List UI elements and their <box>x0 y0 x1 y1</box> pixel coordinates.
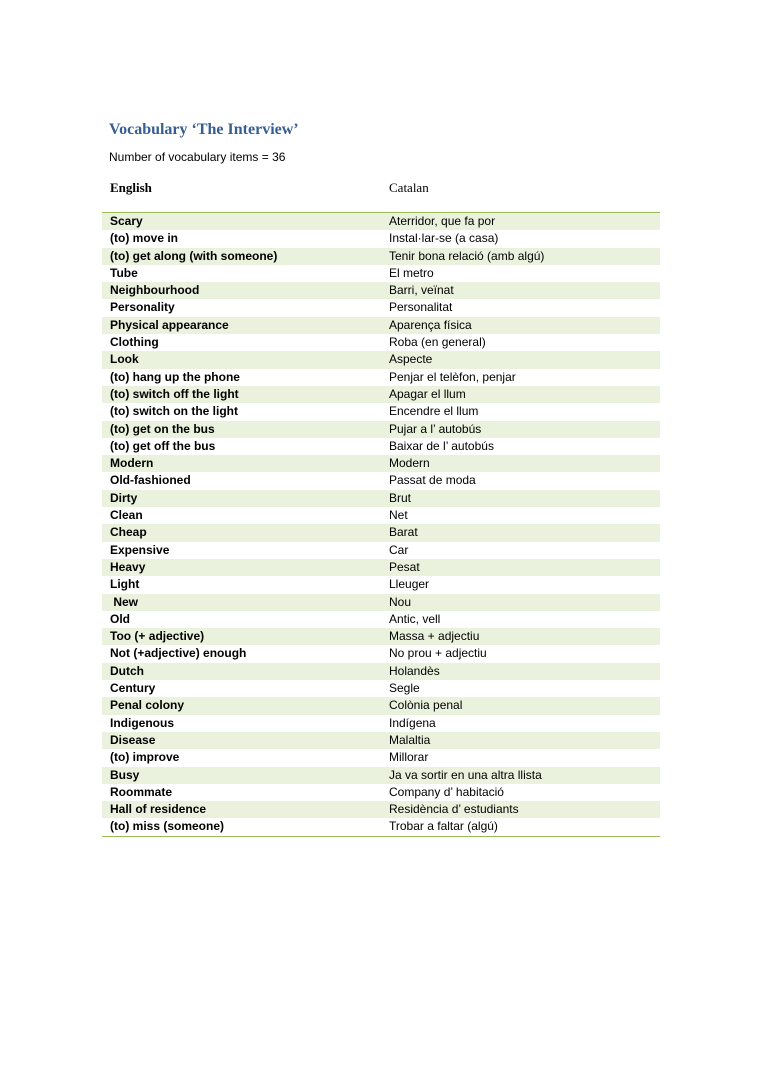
table-row <box>102 818 660 835</box>
english-term: Cheap <box>110 525 147 540</box>
english-term: Look <box>110 352 139 367</box>
catalan-translation: Tenir bona relació (amb algú) <box>389 248 545 263</box>
table-row <box>102 403 660 420</box>
catalan-translation: Penjar el telèfon, penjar <box>389 369 516 384</box>
table-row <box>102 490 660 507</box>
english-term: Neighbourhood <box>110 283 200 298</box>
table-row <box>102 542 660 559</box>
english-term: Personality <box>110 300 175 315</box>
catalan-translation: Pujar a l’ autobús <box>389 421 482 436</box>
english-term: (to) get off the bus <box>110 438 216 453</box>
english-term: Not (+adjective) enough <box>110 646 247 661</box>
catalan-translation: Trobar a faltar (algú) <box>389 819 498 834</box>
english-term: Modern <box>110 456 154 471</box>
english-term: Old <box>110 611 130 626</box>
catalan-translation: No prou + adjectiu <box>389 646 487 661</box>
catalan-translation: Pesat <box>389 559 420 574</box>
table-row <box>102 663 660 680</box>
catalan-translation: Car <box>389 542 409 557</box>
english-term: (to) get along (with someone) <box>110 248 278 263</box>
english-term: Indigenous <box>110 715 174 730</box>
catalan-translation: Residència d’ estudiants <box>389 802 519 817</box>
header-catalan: Catalan <box>389 180 429 195</box>
english-term: Scary <box>110 214 143 228</box>
page-title: Vocabulary ‘The Interview’ <box>109 121 299 138</box>
english-term: Busy <box>110 767 140 782</box>
table-row <box>102 230 660 247</box>
table-row <box>102 265 660 282</box>
table-row <box>102 455 660 472</box>
english-term: (to) get on the bus <box>110 421 215 436</box>
catalan-translation: Modern <box>389 456 430 471</box>
table-row <box>102 680 660 697</box>
english-term: Expensive <box>110 542 170 557</box>
english-term: (to) improve <box>110 750 180 765</box>
table-row <box>102 524 660 541</box>
catalan-translation: Baixar de l’ autobús <box>389 438 494 453</box>
english-term: Physical appearance <box>110 317 229 332</box>
english-term: Clothing <box>110 335 159 350</box>
english-term: (to) switch on the light <box>110 404 238 419</box>
english-term: Heavy <box>110 559 146 574</box>
catalan-translation: Net <box>389 508 408 523</box>
catalan-translation: El metro <box>389 265 434 280</box>
english-term: (to) switch off the light <box>110 386 239 401</box>
catalan-translation: Aterridor, que fa por <box>389 214 496 228</box>
table-row <box>102 299 660 316</box>
catalan-translation: Roba (en general) <box>389 335 486 350</box>
column-headers <box>102 180 660 196</box>
english-term: Clean <box>110 508 143 523</box>
catalan-translation: Ja va sortir en una altra llista <box>389 767 542 782</box>
table-row <box>102 767 660 784</box>
catalan-translation: Segle <box>389 681 420 696</box>
table-row <box>102 213 660 230</box>
catalan-translation: Lleuger <box>389 577 430 592</box>
table-row <box>102 628 660 645</box>
header-english: English <box>110 180 152 195</box>
catalan-translation: Colònia penal <box>389 698 463 713</box>
table-row <box>102 594 660 611</box>
catalan-translation: Millorar <box>389 750 429 765</box>
catalan-translation: Brut <box>389 490 412 505</box>
table-row <box>102 697 660 714</box>
catalan-translation: Aparença física <box>389 317 472 332</box>
item-count: Number of vocabulary items = 36 <box>109 150 286 164</box>
catalan-translation: Instal·lar-se (a casa) <box>389 231 499 246</box>
catalan-translation: Aspecte <box>389 352 433 367</box>
english-term: Tube <box>110 265 138 280</box>
table-row <box>102 559 660 576</box>
english-term: (to) move in <box>110 231 178 246</box>
catalan-translation: Encendre el llum <box>389 404 479 419</box>
english-term: (to) miss (someone) <box>110 819 225 834</box>
catalan-translation: Nou <box>389 594 412 609</box>
catalan-translation: Passat de moda <box>389 473 476 488</box>
table-row <box>102 801 660 818</box>
table-row <box>102 248 660 265</box>
table-row <box>102 507 660 524</box>
english-term: Light <box>110 577 140 592</box>
table-row <box>102 317 660 334</box>
english-term: New <box>110 594 139 609</box>
table-row <box>102 749 660 766</box>
english-term: Century <box>110 681 156 696</box>
catalan-translation: Company d’ habitació <box>389 784 504 799</box>
catalan-translation: Holandès <box>389 663 440 678</box>
catalan-translation: Barri, veïnat <box>389 283 454 298</box>
table-row <box>102 438 660 455</box>
english-term: Too (+ adjective) <box>110 629 205 644</box>
english-term: Dirty <box>110 490 138 505</box>
catalan-translation: Massa + adjectiu <box>389 629 480 644</box>
table-row <box>102 421 660 438</box>
table-row <box>102 715 660 732</box>
table-row <box>102 472 660 489</box>
english-term: Penal colony <box>110 698 185 713</box>
table-row <box>102 576 660 593</box>
table-row <box>102 282 660 299</box>
table-row <box>102 645 660 662</box>
catalan-translation: Apagar el llum <box>389 386 466 401</box>
table-row <box>102 386 660 403</box>
table-row <box>102 732 660 749</box>
english-term: Hall of residence <box>110 802 207 817</box>
catalan-translation: Personalitat <box>389 300 453 315</box>
english-term: Old-fashioned <box>110 473 191 488</box>
catalan-translation: Antic, vell <box>389 611 441 626</box>
english-term: Roommate <box>110 784 173 799</box>
vocabulary-table <box>102 212 660 837</box>
table-row <box>102 784 660 801</box>
english-term: Disease <box>110 732 156 747</box>
catalan-translation: Indígena <box>389 715 436 730</box>
table-row <box>102 369 660 386</box>
table-row <box>102 351 660 368</box>
table-row <box>102 611 660 628</box>
english-term: Dutch <box>110 663 144 678</box>
catalan-translation: Barat <box>389 525 418 540</box>
catalan-translation: Malaltia <box>389 732 431 747</box>
table-row <box>102 334 660 351</box>
english-term: (to) hang up the phone <box>110 369 240 384</box>
